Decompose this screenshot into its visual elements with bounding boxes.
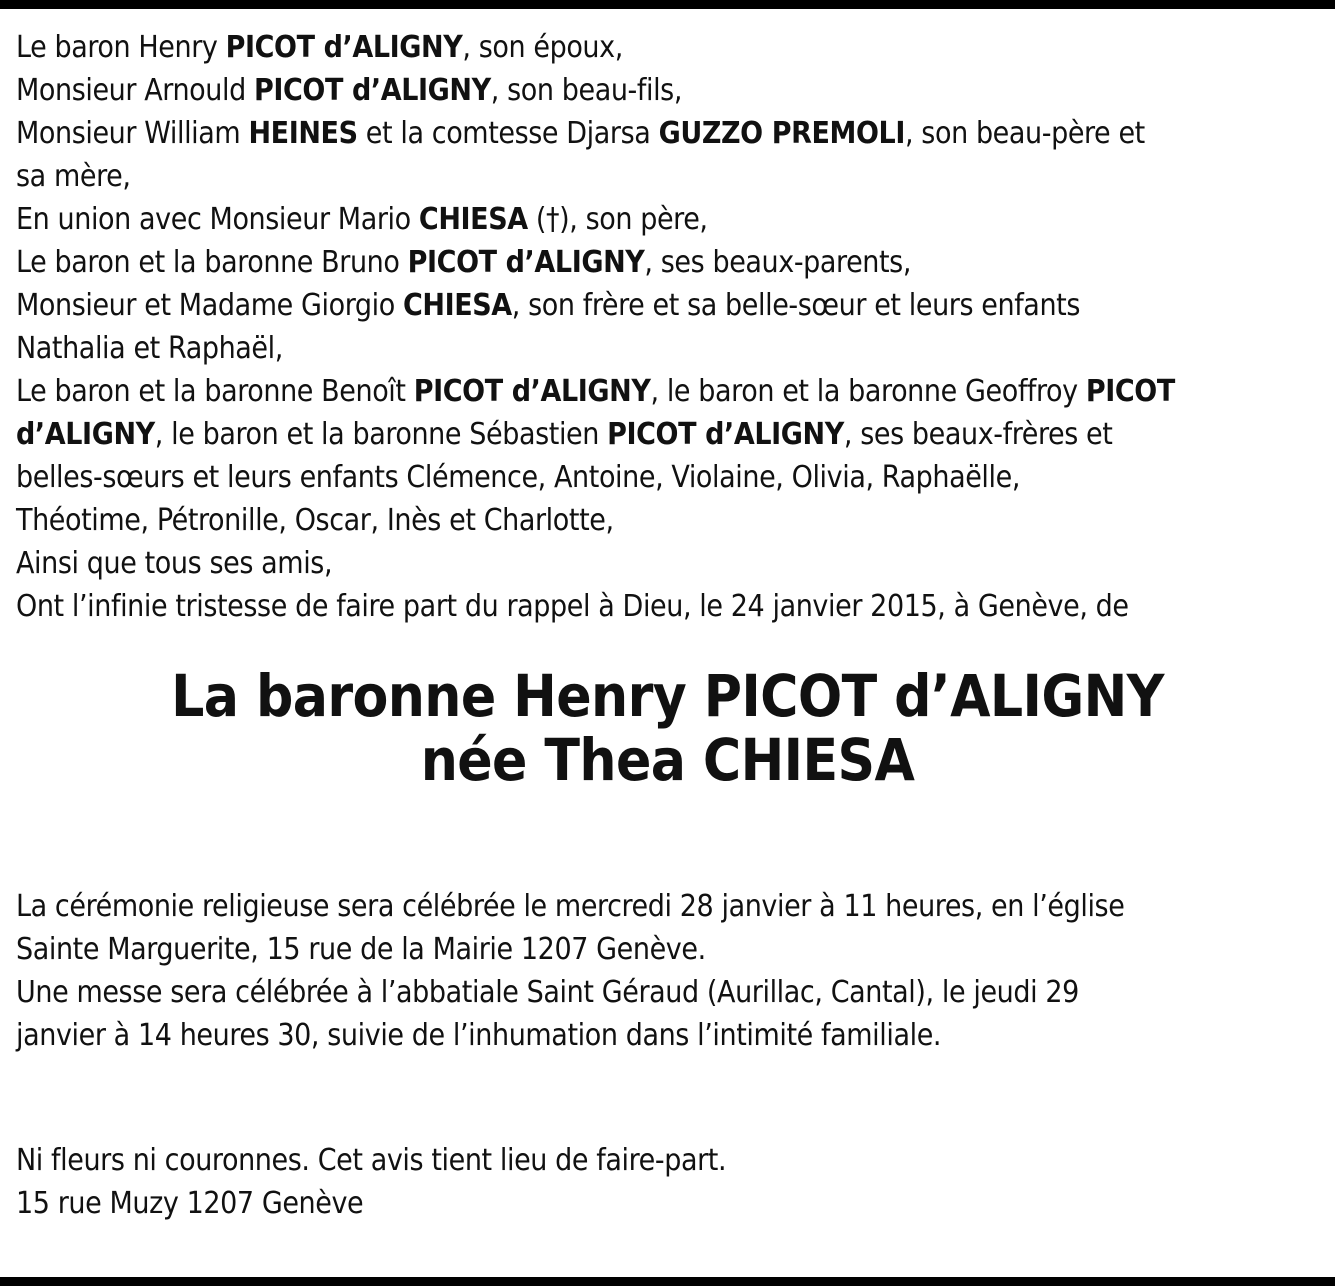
deceased-maiden-name: née Thea CHIESA [420, 726, 915, 794]
family-text: sa mère, [16, 159, 131, 194]
ceremony-line: janvier à 14 heures 30, suivie de l’inhumation dans l’intimité familiale. [16, 1018, 942, 1053]
family-text: , ses beaux-frères et [843, 417, 1113, 452]
family-line [16, 198, 1329, 241]
bottom-border-rule [0, 1277, 1335, 1286]
closing-notes [16, 1139, 1329, 1225]
family-surname: PICOT [1085, 374, 1175, 409]
family-surname: HEINES [248, 116, 358, 151]
family-text: belles-sœurs et leurs enfants Clémence, Antoine, Violaine, Olivia, Raphaëlle, [16, 460, 1021, 495]
top-border-rule [0, 0, 1335, 9]
family-surname: PICOT d’ALIGNY [413, 374, 651, 409]
family-text: Le baron et la baronne Bruno [16, 245, 408, 280]
family-text: , son époux, [462, 30, 623, 65]
family-line [16, 327, 1329, 370]
no-flowers-note: Ni fleurs ni couronnes. Cet avis tient lieu de faire-part. [16, 1143, 727, 1178]
family-text: Ont l’infinie tristesse de faire part du rappel à Dieu, le 24 janvier 2015, à Genève, de [16, 589, 1129, 624]
family-text: Le baron Henry [16, 30, 226, 65]
family-text: , son beau-fils, [490, 73, 683, 108]
family-surname: PICOT d’ALIGNY [225, 30, 463, 65]
ceremony-line: La cérémonie religieuse sera célébrée le mercredi 28 janvier à 11 heures, en l’église [16, 889, 1125, 924]
family-text: , son beau-père et [904, 116, 1145, 151]
family-text: Nathalia et Raphaël, [16, 331, 283, 366]
family-text: Le baron et la baronne Benoît [16, 374, 414, 409]
family-text: Monsieur William [16, 116, 249, 151]
family-line [16, 542, 1329, 585]
family-line [16, 155, 1329, 198]
family-text: , le baron et la baronne Geoffroy [650, 374, 1086, 409]
family-text: et la comtesse Djarsa [357, 116, 659, 151]
family-text: Monsieur Arnould [16, 73, 255, 108]
family-line [16, 284, 1329, 327]
family-text: Ainsi que tous ses amis, [16, 546, 333, 581]
ceremony-line: Sainte Marguerite, 15 rue de la Mairie 1207 Genève. [16, 932, 706, 967]
family-line [16, 26, 1329, 69]
family-text: (†), son père, [527, 202, 708, 237]
family-line [16, 112, 1329, 155]
family-text: , son frère et sa belle-sœur et leurs enfants [511, 288, 1080, 323]
family-line [16, 499, 1329, 542]
family-text: En union avec Monsieur Mario [16, 202, 419, 237]
family-surname: PICOT d’ALIGNY [607, 417, 844, 452]
family-line [16, 413, 1329, 456]
family-line [16, 370, 1329, 413]
family-surname: d’ALIGNY [16, 417, 155, 452]
family-line [16, 241, 1329, 284]
family-announcement [16, 26, 1329, 628]
deceased-name: La baronne Henry PICOT d’ALIGNY [171, 662, 1164, 730]
ceremony-line: Une messe sera célébrée à l’abbatiale Saint Géraud (Aurillac, Cantal), le jeudi 29 [16, 975, 1079, 1010]
family-surname: PICOT d’ALIGNY [254, 73, 491, 108]
family-text: Monsieur et Madame Giorgio [16, 288, 403, 323]
family-address: 15 rue Muzy 1207 Genève [16, 1186, 364, 1221]
family-surname: CHIESA [403, 288, 512, 323]
deceased-name-block [0, 664, 1335, 792]
ceremony-details [16, 885, 1329, 1057]
family-text: , ses beaux-parents, [644, 245, 911, 280]
family-surname: CHIESA [418, 202, 528, 237]
family-text: , le baron et la baronne Sébastien [154, 417, 608, 452]
family-line [16, 585, 1329, 628]
family-text: Théotime, Pétronille, Oscar, Inès et Charlotte, [16, 503, 614, 538]
family-line [16, 69, 1329, 112]
family-line [16, 456, 1329, 499]
family-surname: PICOT d’ALIGNY [407, 245, 645, 280]
family-surname: GUZZO PREMOLI [658, 116, 905, 151]
